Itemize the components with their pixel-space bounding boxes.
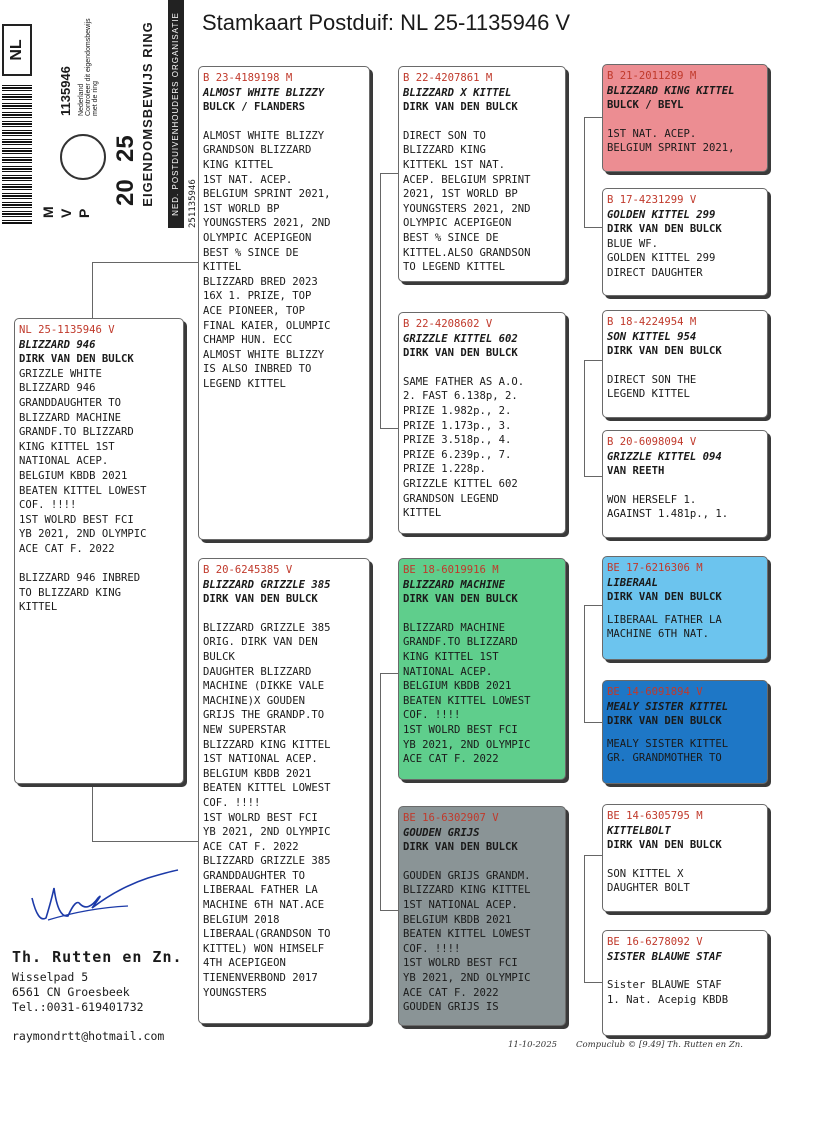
- software-credit: Compuclub © [9.49] Th. Rutten en Zn.: [576, 1040, 743, 1050]
- breeder-name: DIRK VAN DEN BULCK: [203, 593, 318, 606]
- connector-line: [92, 782, 93, 842]
- pigeon-card-ffm: [602, 188, 768, 296]
- ring-number: B 18-4224954 M: [607, 316, 697, 328]
- connector-line: [584, 360, 602, 361]
- breeder-name: DIRK VAN DEN BULCK: [607, 345, 722, 358]
- print-date: 11-10-2025: [508, 1040, 558, 1050]
- pigeon-notes: BLIZZARD MACHINE GRANDF.TO BLIZZARD KING KITTEL 1ST NATIONAL ACEP. BELGIUM KBDB 2021 BEATEN KITTEL LOWEST COF. !!!! 1ST WOLRD BEST FCI YB 2021, 2ND OLYMPIC ACE CAT F. 2022: [403, 621, 531, 766]
- owner-email: raymondrtt@hotmail.com: [12, 1029, 165, 1043]
- connector-line: [584, 117, 602, 118]
- pigeon-notes: 1ST NAT. ACEP. BELGIUM SPRINT 2021,: [607, 127, 735, 155]
- pigeon-card-mm: [398, 806, 566, 1026]
- p-label: P: [76, 208, 92, 218]
- ownership-subtext: [78, 6, 99, 116]
- pigeon-notes: DIRECT SON TO BLIZZARD KING KITTEKL 1ST NAT. ACEP. BELGIUM SPRINT 2021, 1ST WORLD BP YOUNGSTERS 2021, 2ND OLYMPIC ACEPIGEON BEST % SINCE DE KITTEL.ALSO GRANDSON TO LEGEND KITTEL: [403, 129, 531, 274]
- connector-line: [584, 722, 602, 723]
- ownership-year-right: 25: [112, 135, 139, 162]
- pigeon-name: SISTER BLAUWE STAF: [607, 950, 722, 963]
- ring-number: BE 14-6305795 M: [607, 810, 703, 822]
- ring-number: B 21-2011289 M: [607, 70, 697, 82]
- pigeon-card-fmm: [602, 430, 768, 538]
- connector-line: [380, 673, 398, 674]
- pigeon-card-father: [198, 66, 370, 540]
- ownership-year-left: 20: [112, 179, 139, 206]
- owner-street: Wisselpad 5: [12, 970, 89, 984]
- pigeon-name: MEALY SISTER KITTEL: [607, 700, 729, 713]
- ring-number: BE 16-6302907 V: [403, 812, 499, 824]
- breeder-name: DIRK VAN DEN BULCK: [403, 841, 518, 854]
- breeder-name: VAN REETH: [607, 465, 665, 478]
- breeder-name: DIRK VAN DEN BULCK: [403, 101, 518, 114]
- ring-number: B 22-4208602 V: [403, 318, 493, 330]
- connector-line: [380, 673, 381, 911]
- pigeon-name: BLIZZARD X KITTEL: [403, 86, 512, 99]
- pigeon-notes: SON KITTEL X DAUGHTER BOLT: [607, 867, 690, 895]
- ownership-code: 251135946: [188, 179, 198, 228]
- pigeon-notes: GRIZZLE WHITE BLIZZARD 946 GRANDDAUGHTER TO BLIZZARD MACHINE GRANDF.TO BLIZZARD KING KITTEL 1ST NATIONAL ACEP. BELGIUM KBDB 2021 BEATEN KITTEL LOWEST COF. !!!! 1ST WOLRD BEST FCI YB 2021, 2ND OLYMPIC ACE CAT F. 2022 BLIZZARD 946 INBRED TO BLIZZARD KING KITTEL: [19, 367, 147, 614]
- pigeon-name: SON KITTEL 954: [607, 330, 697, 343]
- pigeon-notes: Sister BLAUWE STAF 1. Nat. Acepig KBDB: [607, 979, 729, 1006]
- breeder-name: DIRK VAN DEN BULCK: [607, 591, 722, 604]
- ring-number: BE 17-6216306 M: [607, 562, 703, 574]
- connector-line: [92, 262, 200, 263]
- pigeon-notes: GOUDEN GRIJS GRANDM. BLIZZARD KING KITTEL 1ST NATIONAL ACEP. BELGIUM KBDB 2021 BEATEN KITTEL LOWEST COF. !!!! 1ST WOLRD BEST FCI YB 2021, 2ND OLYMPIC ACE CAT F. 2022 GOUDEN GRIJS IS: [403, 869, 531, 1014]
- connector-line: [584, 605, 602, 606]
- pigeon-card-mff: [602, 556, 768, 660]
- ownership-note: Controleer dit eigendomsbewijs met de ring: [85, 18, 99, 116]
- pigeon-notes: WON HERSELF 1. AGAINST 1.481p., 1.: [607, 493, 729, 521]
- pigeon-card-fff: [602, 64, 768, 172]
- connector-line: [584, 855, 585, 983]
- ring-number: B 22-4207861 M: [403, 72, 493, 84]
- pigeon-name: GOLDEN KITTEL 299: [607, 208, 716, 221]
- pigeon-name: ALMOST WHITE BLIZZY: [203, 86, 325, 99]
- pigeon-notes: LIBERAAL FATHER LA MACHINE 6TH NAT.: [607, 613, 722, 641]
- ownership-header: NED. POSTDUIVENHOUDERS ORGANISATIE: [168, 0, 184, 228]
- pigeon-notes: DIRECT SON THE LEGEND KITTEL: [607, 373, 697, 401]
- pigeon-name: KITTELBOLT: [607, 824, 671, 837]
- pigeon-logo-icon: [60, 134, 106, 180]
- pigeon-name: GRIZZLE KITTEL 094: [607, 450, 722, 463]
- pigeon-name: BLIZZARD MACHINE: [403, 578, 506, 591]
- owner-city: 6561 CN Groesbeek: [12, 985, 130, 999]
- breeder-name: BULCK / BEYL: [607, 99, 684, 112]
- connector-line: [380, 428, 398, 429]
- connector-line: [584, 476, 602, 477]
- connector-line: [584, 982, 602, 983]
- pigeon-card-mmf: [602, 804, 768, 912]
- connector-line: [584, 227, 602, 228]
- pigeon-card-fm: [398, 312, 566, 534]
- pigeon-name: BLIZZARD KING KITTEL: [607, 84, 735, 97]
- pigeon-card-mother: [198, 558, 370, 1024]
- ring-number: BE 18-6019916 M: [403, 564, 499, 576]
- pigeon-name: BLIZZARD GRIZZLE 385: [203, 578, 331, 591]
- signature-icon: [28, 868, 188, 938]
- sex-m-label: M: [40, 206, 56, 218]
- ownership-card: [0, 0, 200, 228]
- pigeon-notes: BLUE WF. GOLDEN KITTEL 299 DIRECT DAUGHTER: [607, 237, 716, 279]
- breeder-name: BULCK / FLANDERS: [203, 101, 306, 114]
- ownership-ring-number: 1135946: [58, 66, 73, 116]
- pigeon-card-mfm: [602, 680, 768, 784]
- ownership-country: NL: [2, 24, 32, 76]
- breeder-name: DIRK VAN DEN BULCK: [403, 347, 518, 360]
- ownership-country-label: Nederland: [78, 83, 85, 116]
- connector-line: [92, 841, 200, 842]
- pigeon-name: GOUDEN GRIJS: [403, 826, 480, 839]
- ring-number: NL 25-1135946 V: [19, 324, 115, 336]
- page-title: Stamkaart Postduif: NL 25-1135946 V: [202, 10, 571, 35]
- breeder-name: DIRK VAN DEN BULCK: [607, 839, 722, 852]
- breeder-name: DIRK VAN DEN BULCK: [403, 593, 518, 606]
- connector-line: [584, 605, 585, 723]
- connector-line: [92, 262, 93, 320]
- pigeon-notes: MEALY SISTER KITTEL GR. GRANDMOTHER TO: [607, 737, 729, 765]
- pigeon-notes: SAME FATHER AS A.O. 2. FAST 6.138p, 2. PRIZE 1.982p., 2. PRIZE 1.173p., 3. PRIZE 3.518p., 4. PRIZE 6.239p., 7. PRIZE 1.228p. GRIZZLE KITTEL 602 GRANDSON LEGEND KITTEL: [403, 375, 525, 520]
- sex-v-label: V: [58, 208, 74, 218]
- ring-number: BE 16-6278092 V: [607, 936, 703, 948]
- ring-number: B 17-4231299 V: [607, 194, 697, 206]
- pigeon-card-mf: [398, 558, 566, 780]
- barcode: [2, 84, 32, 224]
- breeder-name: DIRK VAN DEN BULCK: [607, 223, 722, 236]
- pigeon-name: LIBERAAL: [607, 576, 659, 589]
- ring-number: B 20-6245385 V: [203, 564, 293, 576]
- connector-line: [380, 173, 398, 174]
- connector-line: [584, 360, 585, 477]
- pigeon-card-mmm: [602, 930, 768, 1036]
- connector-line: [380, 173, 381, 429]
- pigeon-card-ff: [398, 66, 566, 282]
- pigeon-name: GRIZZLE KITTEL 602: [403, 332, 518, 345]
- pigeon-notes: BLIZZARD GRIZZLE 385 ORIG. DIRK VAN DEN BULCK DAUGHTER BLIZZARD MACHINE (DIKKE VALE MACHINE)X GOUDEN GRIJS THE GRANDP.TO NEW SUPERSTAR BLIZZARD KING KITTEL 1ST NATIONAL ACEP. BELGIUM KBDB 2021 BEATEN KITTEL LOWEST COF. !!!! 1ST WOLRD BEST FCI YB 2021, 2ND OLYMPIC ACE CAT F. 2022 BLIZZARD GRIZZLE 385 GRANDDAUGHTER TO LIBERAAL FATHER LA MACHINE 6TH NAT.ACE BELGIUM 2018 LIBERAAL(GRANDSON TO KITTEL) WON HIMSELF 4TH ACEPIGEON TIENENVERBOND 2017 YOUNGSTERS: [203, 621, 331, 999]
- ring-number: B 20-6098094 V: [607, 436, 697, 448]
- connector-line: [584, 117, 585, 228]
- connector-line: [380, 910, 398, 911]
- pigeon-notes: ALMOST WHITE BLIZZY GRANDSON BLIZZARD KING KITTEL 1ST NAT. ACEP. BELGIUM SPRINT 2021, 1ST WORLD BP YOUNGSTERS 2021, 2ND OLYMPIC ACEPIGEON BEST % SINCE DE KITTEL BLIZZARD BRED 2023 16X 1. PRIZE, TOP ACE PIONEER, TOP FINAL KAIER, OLUMPIC CHAMP HUN. ECC ALMOST WHITE BLIZZY IS ALSO INBRED TO LEGEND KITTEL: [203, 129, 331, 390]
- breeder-name: DIRK VAN DEN BULCK: [19, 353, 134, 366]
- owner-name: Th. Rutten en Zn.: [12, 948, 183, 966]
- pigeon-name: BLIZZARD 946: [19, 338, 96, 351]
- connector-line: [584, 855, 602, 856]
- ring-number: BE 14-6091894 V: [607, 686, 703, 698]
- ring-number: B 23-4189198 M: [203, 72, 293, 84]
- ownership-title: EIGENDOMSBEWIJS RING: [140, 21, 155, 207]
- breeder-name: DIRK VAN DEN BULCK: [607, 715, 722, 728]
- pigeon-card-fmf: [602, 310, 768, 418]
- pigeon-card-subject: [14, 318, 184, 784]
- owner-phone: Tel.:0031-619401732: [12, 1000, 144, 1014]
